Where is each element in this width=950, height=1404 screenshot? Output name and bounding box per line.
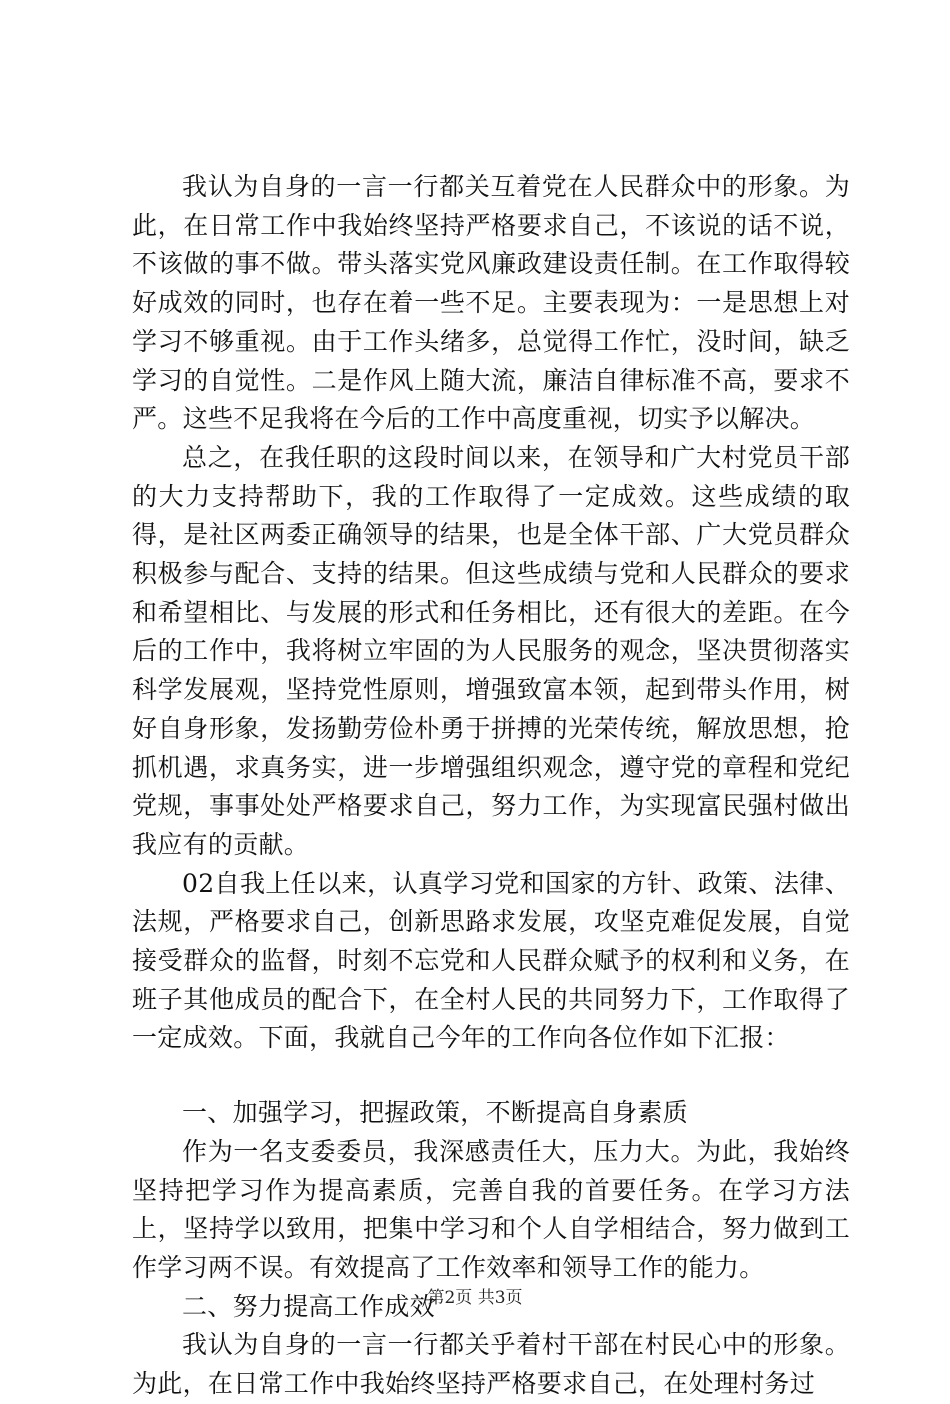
section-heading-1: 一、加强学习，把握政策，不断提高自身素质 — [182, 1098, 689, 1128]
paragraph-3: 02自我上任以来，认真学习党和国家的方针、政策、法律、法规，严格要求自己，创新思路求发展，攻坚克难促发展，自觉接受群众的监督，时刻不忘党和人民群众赋予的权利和义务，在班子其他成员的配合下，在全村人民的共同努力下，工作取得了一定成效。下面，我就自己今年的工作向各位作如下汇报： — [132, 868, 850, 1053]
paragraph-spacer — [132, 1058, 850, 1094]
section-heading-2: 二、努力提高工作成效 — [182, 1291, 436, 1321]
paragraph-2: 总之，在我任职的这段时间以来，在领导和广大村党员干部的大力支持帮助下，我的工作取得了一定成效。这些成绩的取得，是社区两委正确领导的结果，也是全体干部、广大党员群众积极参与配合、支持的结果。但这些成绩与党和人民群众的要求和希望相比、与发展的形式和任务相比，还有很大的差距。在今后的工作中，我将树立牢固的为人民服务的观念，坚决贯彻落实科学发展观，坚持党性原则，增强致富本领，起到带头作用，树好自身形象，发扬勤劳俭朴勇于拼搏的光荣传统，解放思想，抢抓机遇，求真务实，进一步增强组织观念，遵守党的章程和党纪党规，事事处处严格要求自己，努力工作，为实现富民强村做出我应有的贡献。 — [132, 442, 850, 859]
section-2-text: 我认为自身的一言一行都关乎着村干部在村民心中的形象。为此，在日常工作中我始终坚持严格要求自己，在处理村务过 — [132, 1330, 850, 1399]
paragraph-1: 我认为自身的一言一行都关互着党在人民群众中的形象。为此，在日常工作中我始终坚持严格要求自己，不该说的话不说，不该做的事不做。带头落实党风廉政建设责任制。在工作取得较好成效的同时，也存在着一些不足。主要表现为：一是思想上对学习不够重视。由于工作头绪多，总觉得工作忙，没时间，缺乏学习的自觉性。二是作风上随大流，廉洁自律标准不高，要求不严。这些不足我将在今后的工作中高度重视，切实予以解决。 — [132, 172, 850, 434]
document-body — [132, 168, 850, 1404]
page-number-footer: 第2页 共3页 — [427, 1288, 523, 1308]
section-1-text: 作为一名支委委员，我深感责任大，压力大。为此，我始终坚持把学习作为提高素质，完善自我的首要任务。在学习方法上，坚持学以致用，把集中学习和个人自学相结合，努力做到工作学习两不误。有效提高了工作效率和领导工作的能力。 — [132, 1136, 850, 1282]
